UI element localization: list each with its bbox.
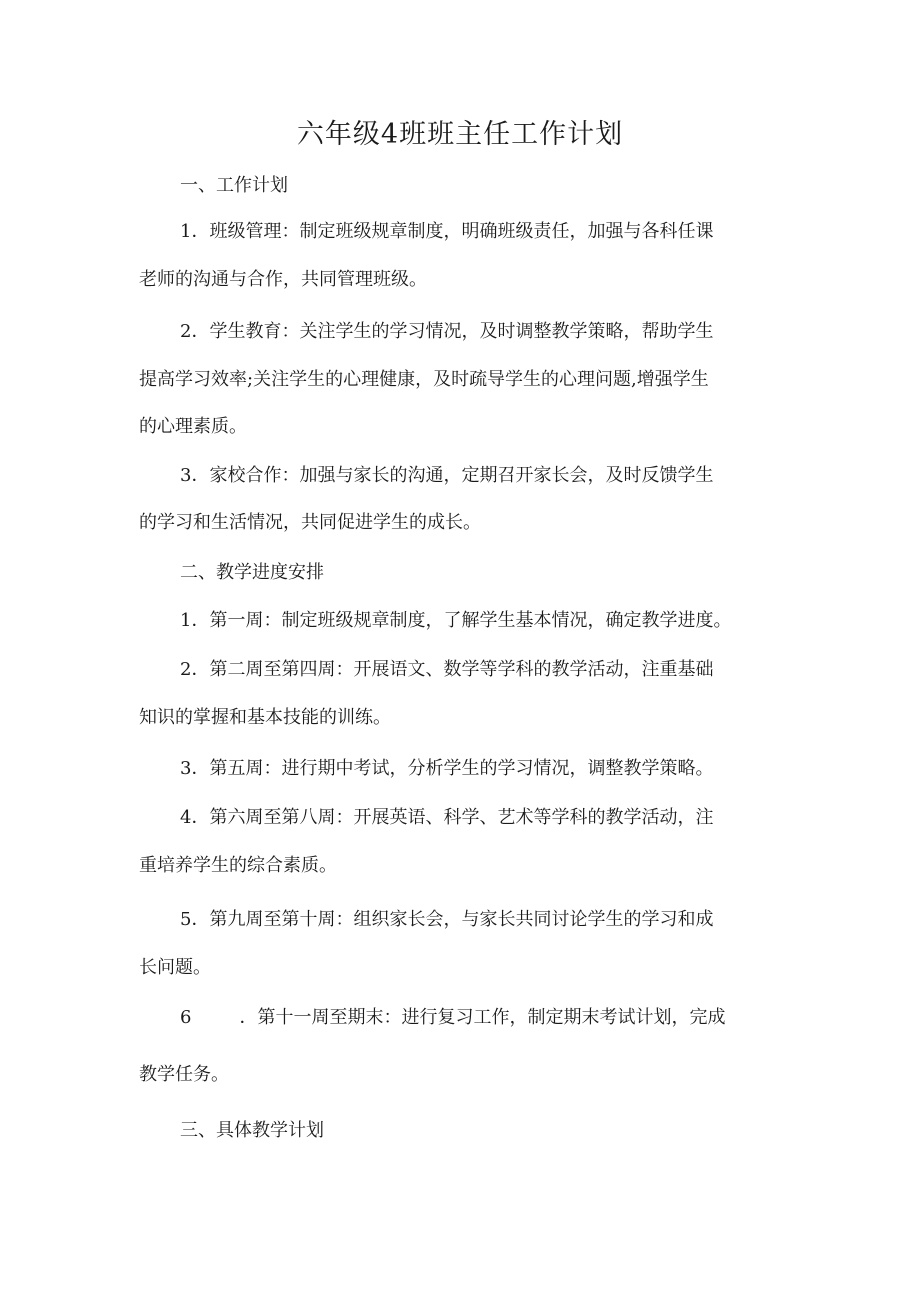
paragraph-line: 提高学习效率;关注学生的心理健康，及时疏导学生的心理问题,增强学生 xyxy=(139,369,709,390)
section-heading-1: 一、工作计划 xyxy=(180,175,288,196)
paragraph-line: 2．学生教育：关注学生的学习情况，及时调整教学策略，帮助学生 xyxy=(180,321,714,342)
paragraph-line: 4．第六周至第八周：开展英语、科学、艺术等学科的教学活动，注 xyxy=(180,807,714,828)
paragraph-line: 2．第二周至第四周：开展语文、数学等学科的教学活动，注重基础 xyxy=(180,659,714,680)
paragraph-line: 长问题。 xyxy=(139,957,211,978)
paragraph-line: 老师的沟通与合作，共同管理班级。 xyxy=(139,269,427,290)
document-title: 六年级4班班主任工作计划 xyxy=(296,119,624,150)
item-number: 6 xyxy=(180,1007,192,1028)
paragraph-line: 1．第一周：制定班级规章制度，了解学生基本情况，确定教学进度。 xyxy=(180,610,732,631)
paragraph-line: 5．第九周至第十周：组织家长会，与家长共同讨论学生的学习和成 xyxy=(180,909,714,930)
paragraph-line: 1．班级管理：制定班级规章制度，明确班级责任，加强与各科任课 xyxy=(180,221,714,242)
paragraph-line: 3．第五周：进行期中考试，分析学生的学习情况，调整教学策略。 xyxy=(180,758,714,779)
paragraph-line: 重培养学生的综合素质。 xyxy=(139,855,337,876)
paragraph-line: 3．家校合作：加强与家长的沟通，定期召开家长会，及时反馈学生 xyxy=(180,465,714,486)
section-heading-2: 二、教学进度安排 xyxy=(180,562,324,583)
section-heading-3: 三、具体教学计划 xyxy=(180,1120,324,1141)
paragraph-line: 的学习和生活情况，共同促进学生的成长。 xyxy=(139,512,481,533)
paragraph-line: 知识的掌握和基本技能的训练。 xyxy=(139,707,391,728)
paragraph-line: 的心理素质。 xyxy=(139,416,247,437)
item-text: ．第十一周至期末：进行复习工作，制定期末考试计划，完成 xyxy=(239,1007,726,1028)
paragraph-line: 教学任务。 xyxy=(139,1064,229,1085)
paragraph-line-item-6 xyxy=(180,1006,725,1030)
